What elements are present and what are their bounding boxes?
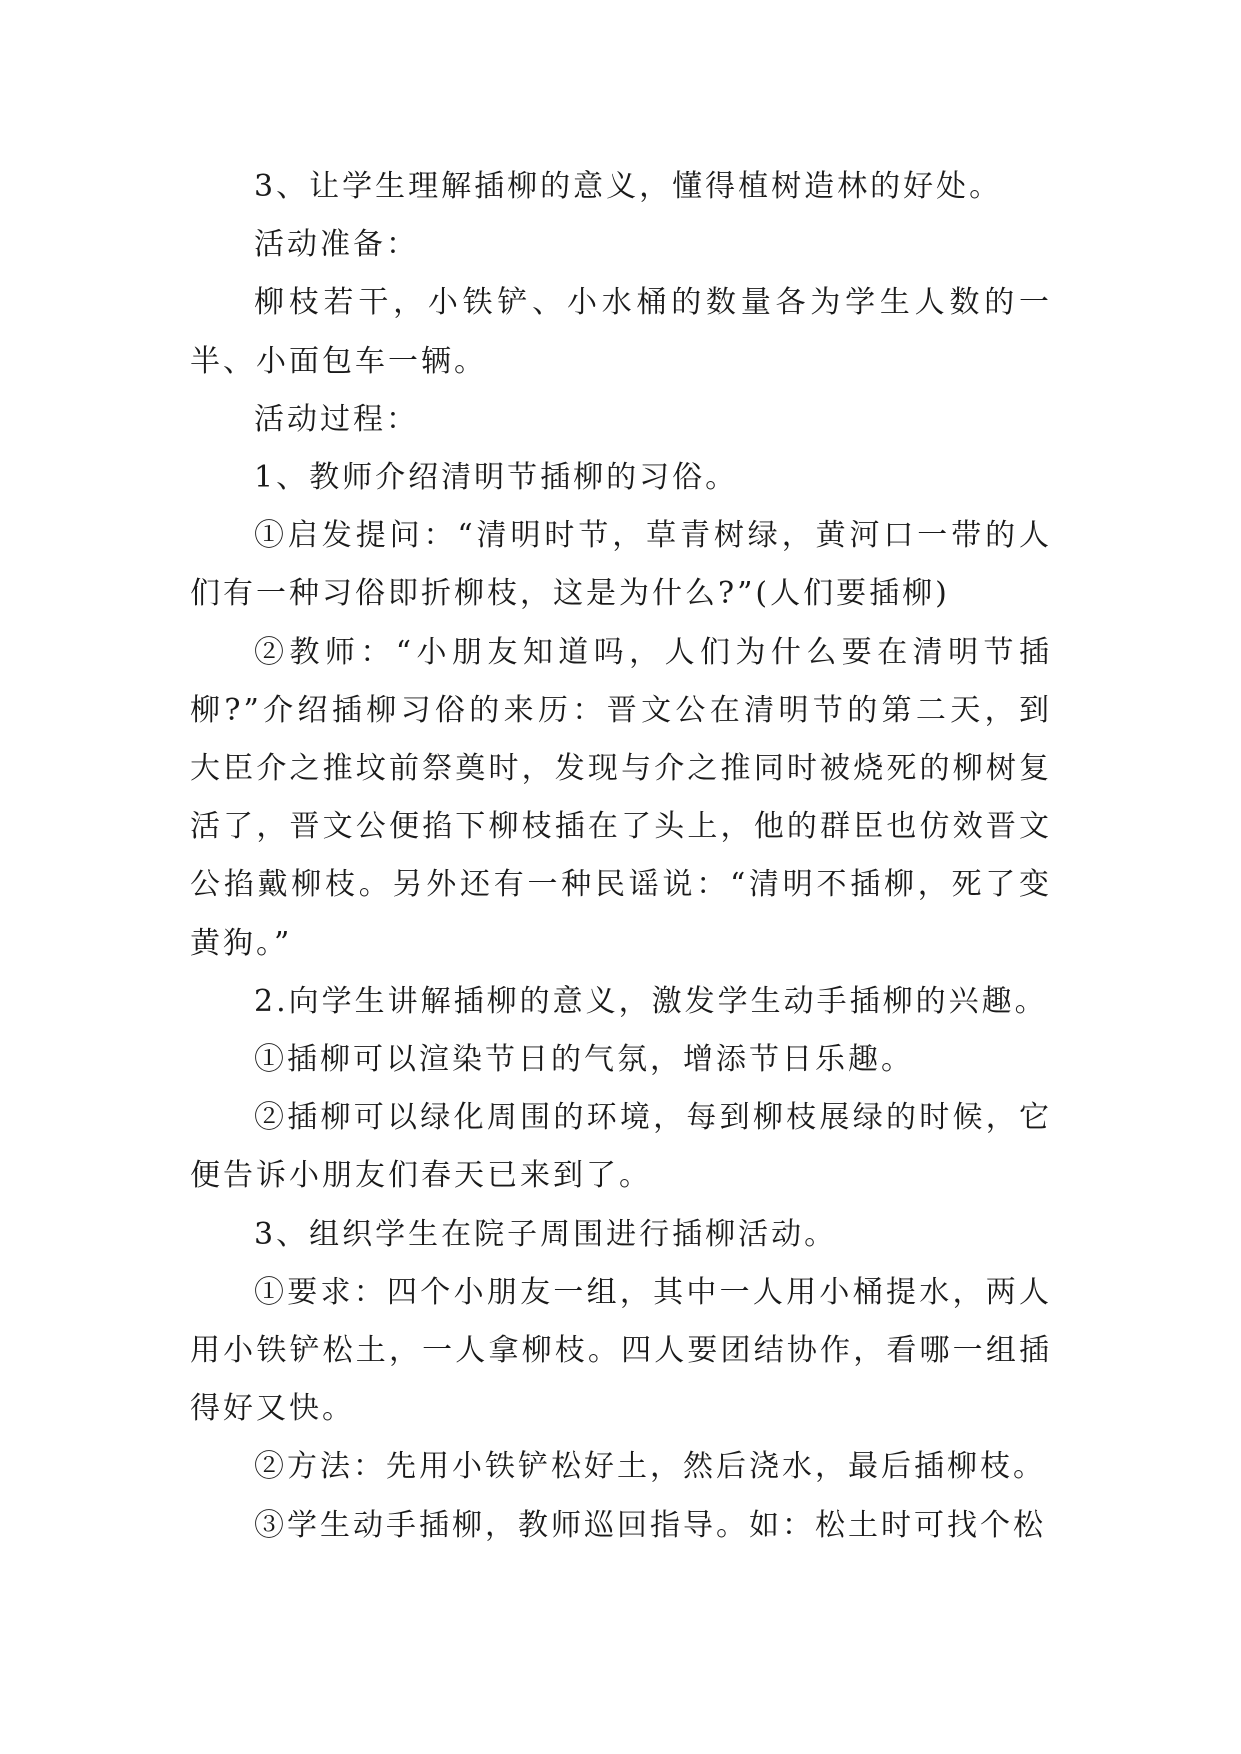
paragraph-step-2-point-1: ①插柳可以渲染节日的气氛，增添节日乐趣。 bbox=[254, 1042, 914, 1078]
paragraph-step-1-question: ①启发提问：“清明时节，草青树绿，黄河口一带的人们有一种习俗即折柳枝，这是为什么?”(人们要插柳) bbox=[190, 518, 1052, 612]
paragraph-step-3: 3、组织学生在院子周围进行插柳活动。 bbox=[254, 1216, 838, 1252]
paragraph-step-2-point-2: ②插柳可以绿化周围的环境，每到柳枝展绿的时候，它便告诉小朋友们春天已来到了。 bbox=[190, 1100, 1052, 1194]
paragraph-materials: 柳枝若干，小铁铲、小水桶的数量各为学生人数的一半、小面包车一辆。 bbox=[190, 285, 1052, 379]
paragraph-step-3-method: ②方法：先用小铁铲松好土，然后浇水，最后插柳枝。 bbox=[254, 1449, 1046, 1485]
paragraph-goal-3: 3、让学生理解插柳的意义，懂得植树造林的好处。 bbox=[254, 169, 1003, 204]
paragraph-step-1-teacher: ②教师：“小朋友知道吗，人们为什么要在清明节插柳?”介绍插柳习俗的来历：晋文公在清明节的第二天，到大臣介之推坟前祭奠时，发现与介之推同时被烧死的柳树复活了，晋文公便掐下柳枝插在了头上，他的群臣也仿效晋文公掐戴柳枝。另外还有一种民谣说：“清明不插柳，死了变黄狗。” bbox=[190, 634, 1052, 961]
heading-activity-preparation: 活动准备： bbox=[254, 227, 419, 263]
heading-activity-process: 活动过程： bbox=[254, 401, 419, 437]
paragraph-step-3-requirements: ①要求：四个小朋友一组，其中一人用小桶提水，两人用小铁铲松土，一人拿柳枝。四人要团结协作，看哪一组插得好又快。 bbox=[190, 1274, 1052, 1427]
paragraph-step-2: 2.向学生讲解插柳的意义，激发学生动手插柳的兴趣。 bbox=[254, 983, 1048, 1019]
paragraph-step-3-practice: ③学生动手插柳，教师巡回指导。如：松土时可找个松 bbox=[254, 1507, 1046, 1543]
document-body bbox=[190, 158, 1052, 1555]
paragraph-step-1: 1、教师介绍清明节插柳的习俗。 bbox=[254, 460, 739, 496]
